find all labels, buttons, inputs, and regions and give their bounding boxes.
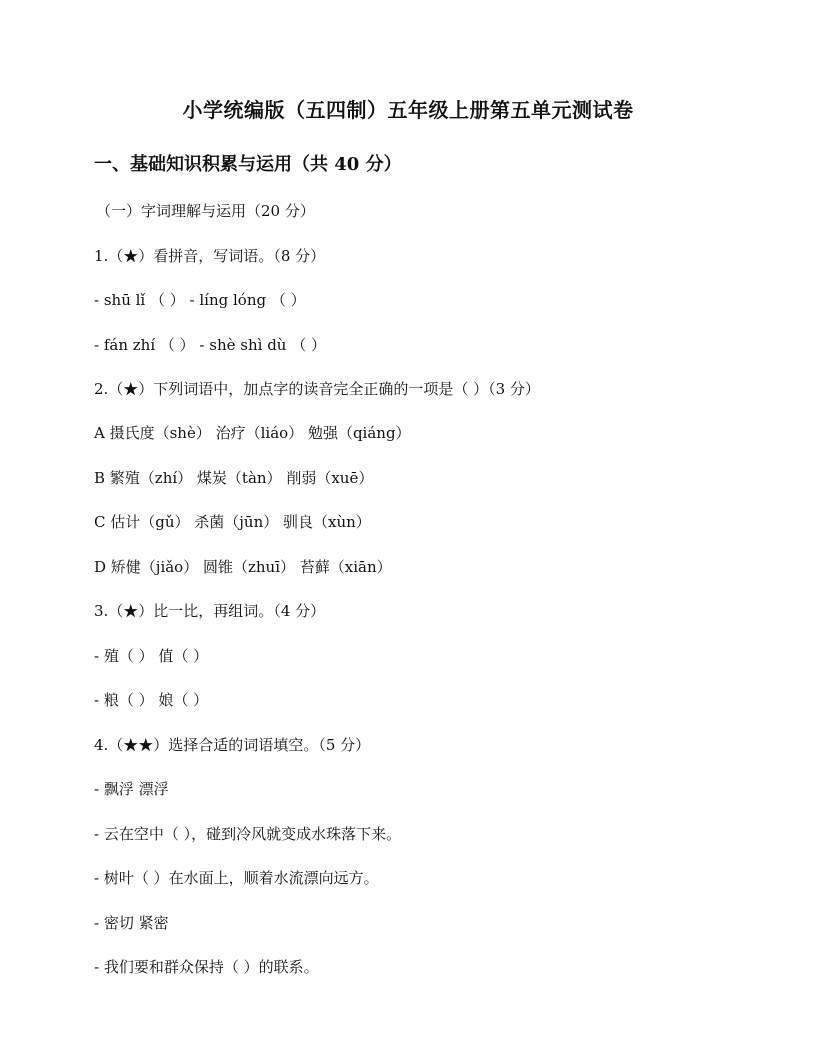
compare-line-1: - 殖（ ） 值（ ）: [94, 647, 209, 665]
pinyin-line-1: - shū lǐ （ ） - líng lóng （ ）: [94, 291, 306, 309]
question-1: 1.（★）看拼音，写词语。（8 分）: [94, 247, 326, 265]
word-choice-2: - 密切 紧密: [94, 914, 169, 932]
document-title: 小学统编版（五四制）五年级上册第五单元测试卷: [182, 98, 634, 122]
question-3: 3.（★）比一比，再组词。（4 分）: [94, 602, 326, 620]
option-c: C 估计（gǔ） 杀菌（jūn） 驯良（xùn）: [94, 513, 371, 531]
option-b: B 繁殖（zhí） 煤炭（tàn） 削弱（xuē）: [94, 469, 374, 487]
fill-sentence-2: - 树叶（ ）在水面上，顺着水流漂向远方。: [94, 869, 379, 887]
option-a: A 摄氏度（shè） 治疗（liáo） 勉强（qiáng）: [94, 424, 411, 442]
fill-sentence-1: - 云在空中（ ），碰到冷风就变成水珠落下来。: [94, 825, 402, 843]
question-2: 2.（★）下列词语中，加点字的读音完全正确的一项是（ ）（3 分）: [94, 380, 540, 398]
option-d: D 矫健（jiǎo） 圆锥（zhuī） 苔藓（xiān）: [94, 558, 392, 576]
subsection-heading: （一）字词理解与运用（20 分）: [96, 202, 315, 220]
fill-sentence-3: - 我们要和群众保持（ ）的联系。: [94, 958, 319, 976]
compare-line-2: - 粮（ ） 娘（ ）: [94, 691, 209, 709]
question-4: 4.（★★）选择合适的词语填空。（5 分）: [94, 736, 371, 754]
pinyin-line-2: - fán zhí （ ） - shè shì dù （ ）: [94, 336, 326, 354]
word-choice-1: - 飘浮 漂浮: [94, 780, 169, 798]
section-heading: 一、基础知识积累与运用（共 40 分）: [94, 154, 402, 175]
